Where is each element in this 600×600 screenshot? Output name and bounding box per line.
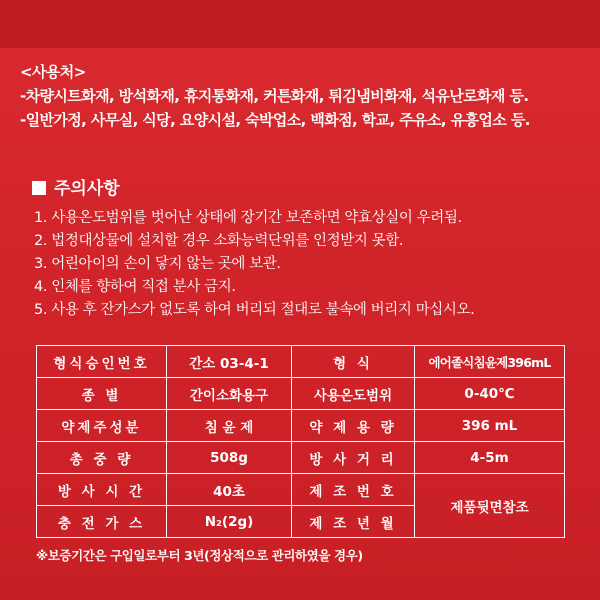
table-row — [37, 346, 565, 378]
spec-value: 0-40℃ — [415, 378, 565, 410]
spec-value: 간소 03-4-1 — [167, 346, 292, 378]
spec-key: 제 조 년 월 — [292, 506, 415, 538]
spec-key: 충 전 가 스 — [37, 506, 167, 538]
spec-value: 에어졸식침윤제396mL — [415, 346, 565, 378]
usage-heading: <사용처> — [20, 63, 86, 81]
spec-key: 방 사 시 간 — [37, 474, 167, 506]
spec-key: 총 중 량 — [37, 442, 167, 474]
spec-value: 396 mL — [415, 410, 565, 442]
usage-section — [20, 60, 590, 132]
caution-item: 1. 사용온도범위를 벗어난 상태에 장기간 보존하면 약효상실이 우려됨. — [34, 210, 462, 226]
spec-table — [36, 345, 565, 538]
table-row — [37, 410, 565, 442]
spec-key: 형식승인번호 — [37, 346, 167, 378]
spec-key: 제 조 번 호 — [292, 474, 415, 506]
spec-key: 약제주성분 — [37, 410, 167, 442]
spec-key: 사용온도범위 — [292, 378, 415, 410]
caution-item: 5. 사용 후 잔가스가 없도록 하여 버리되 절대로 불속에 버리지 마십시오. — [34, 302, 475, 318]
spec-key: 방 사 거 리 — [292, 442, 415, 474]
caution-item: 3. 어린아이의 손이 닿지 않는 곳에 보관. — [34, 256, 281, 272]
usage-line-places: -일반가정, 사무실, 식당, 요양시설, 숙박업소, 백화점, 학교, 주유소, 유흥업소 등. — [20, 111, 530, 129]
spec-value: 4-5m — [415, 442, 565, 474]
spec-value-merged: 제품뒷면참조 — [415, 474, 565, 538]
spec-value: 40초 — [167, 474, 292, 506]
caution-item: 2. 법정대상물에 설치할 경우 소화능력단위를 인정받지 못함. — [34, 233, 404, 249]
cautions-heading — [32, 176, 120, 202]
label-top-band — [0, 0, 600, 48]
warranty-note: ※보증기간은 구입일로부터 3년(정상적으로 관리하였을 경우) — [36, 548, 363, 563]
spec-key: 종 별 — [37, 378, 167, 410]
usage-line-vehicles: -차량시트화재, 방석화재, 휴지통화재, 커튼화재, 튀김냄비화재, 석유난로화재 등. — [20, 87, 529, 105]
spec-key: 형 식 — [292, 346, 415, 378]
table-row — [37, 378, 565, 410]
square-bullet-icon — [32, 181, 46, 195]
spec-value: 침 윤 제 — [167, 410, 292, 442]
cautions-list — [34, 207, 590, 322]
spec-value: 508g — [167, 442, 292, 474]
caution-item: 4. 인체를 향하여 직접 분사 금지. — [34, 279, 236, 295]
spec-value: 간이소화용구 — [167, 378, 292, 410]
table-row — [37, 442, 565, 474]
table-row — [37, 474, 565, 506]
cautions-title-text: 주의사항 — [54, 179, 120, 199]
spec-value: N₂(2g) — [167, 506, 292, 538]
spec-key: 약 제 용 량 — [292, 410, 415, 442]
